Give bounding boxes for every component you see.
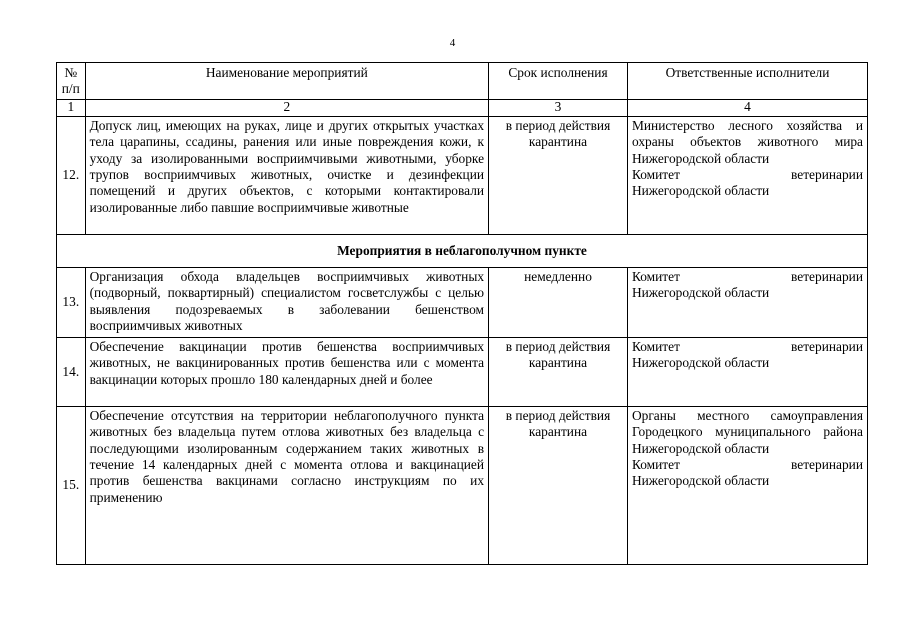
section-row — [57, 234, 868, 267]
row-number: 15. — [57, 406, 86, 564]
header-deadline: Срок исполнения — [489, 63, 628, 100]
table-row — [57, 116, 868, 234]
measure-cell: Обеспечение вакцинации против бешенства восприимчивых животных, не вакцинированных против бешенства или с момента вакцинации которых прошло 180 календарных дней и более — [85, 337, 488, 406]
responsible-cell — [627, 406, 867, 564]
responsible-line: Органы местного самоуправления Городецкого муниципального района Нижегородской области — [631, 407, 863, 456]
row-number: 13. — [57, 267, 86, 337]
page-number: 4 — [449, 37, 456, 49]
column-index-row — [57, 99, 868, 116]
responsible-line: Министерство лесного хозяйства и охраны объектов животного мира Нижегородской области — [631, 117, 863, 166]
measure-cell: Организация обхода владельцев восприимчивых животных (подворный, поквартирный) специалистом госветслужбы с целью выявления подозреваемых в заболевании бешенством восприимчивых животных — [85, 267, 488, 337]
responsible-cell — [627, 116, 867, 234]
measure-cell: Допуск лиц, имеющих на руках, лице и других открытых участках тела царапины, ссадины, ранения или иные повреждения кожи, к уходу за изолированными восприимчивыми животными, уборке трупов восприимчивых животных, очистке и дезинфекции помещений и других объектов, с которыми контактировали изолированные либо павшие восприимчивые животные — [85, 116, 488, 234]
measures-table — [56, 62, 868, 565]
section-title: Мероприятия в неблагополучном пункте — [57, 234, 868, 267]
responsible-line: Нижегородской области — [631, 285, 770, 301]
table-header-row — [57, 63, 868, 100]
header-number: № п/п — [57, 63, 86, 100]
responsible-cell — [627, 337, 867, 406]
responsible-line: Комитет ветеринарии — [631, 457, 863, 473]
deadline-cell: в период действия карантина — [489, 116, 628, 234]
column-index: 1 — [57, 99, 86, 116]
deadline-cell: в период действия карантина — [489, 337, 628, 406]
responsible-line: Нижегородской области — [631, 355, 770, 371]
row-number: 12. — [57, 116, 86, 234]
table-row — [57, 337, 868, 406]
responsible-line: Нижегородской области — [631, 473, 770, 489]
column-index: 4 — [627, 99, 867, 116]
row-number: 14. — [57, 337, 86, 406]
measure-cell: Обеспечение отсутствия на территории неблагополучного пункта животных без владельца путем отлова животных без владельца с последующими изолированным содержанием таких животных в течение 14 календарных дней с момента отлова и вакцинацией против бешенства вакцинами согласно инструкциям по их применению — [85, 406, 488, 564]
responsible-cell — [627, 267, 867, 337]
header-measure: Наименование мероприятий — [85, 63, 488, 100]
header-responsible: Ответственные исполнители — [627, 63, 867, 100]
table-row — [57, 406, 868, 564]
responsible-line: Нижегородской области — [631, 183, 770, 199]
responsible-line: Комитет ветеринарии — [631, 268, 863, 284]
column-index: 3 — [489, 99, 628, 116]
deadline-cell: в период действия карантина — [489, 406, 628, 564]
table-row — [57, 267, 868, 337]
responsible-line: Комитет ветеринарии — [631, 167, 863, 183]
deadline-cell: немедленно — [489, 267, 628, 337]
column-index: 2 — [85, 99, 488, 116]
responsible-line: Комитет ветеринарии — [631, 338, 863, 354]
